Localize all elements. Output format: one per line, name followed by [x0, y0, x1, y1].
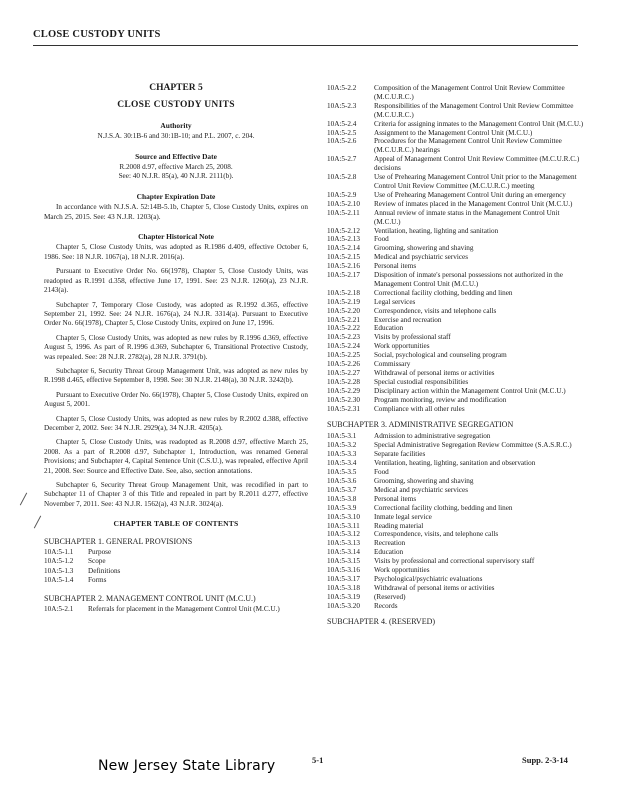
section-number: 10A:5-3.17	[327, 574, 360, 583]
section-number: 10A:5-3.15	[327, 557, 360, 566]
section-title: Procedures for the Management Control Unit Review Committee (M.C.U.R.C.) hearings	[374, 137, 562, 155]
section-title: Disposition of inmate's personal possessions not authorized in the Management Control Unit (M.C.U.)	[374, 271, 563, 288]
section-title: Food	[374, 468, 389, 477]
section-title: Special Administrative Segregation Review Committee (S.A.S.R.C.)	[374, 441, 572, 450]
subchapter-3-heading: SUBCHAPTER 3. ADMINISTRATIVE SEGREGATION	[327, 419, 514, 429]
section-title: Visits by professional and correctional supervisory staff	[374, 557, 535, 566]
toc-entry	[327, 477, 584, 486]
subchapter-2-list-continued	[327, 84, 584, 414]
section-title: Responsibilities of the Management Control Unit Review Committee (M.C.U.R.C.)	[374, 101, 574, 119]
section-number: 10A:5-2.29	[327, 386, 360, 395]
toc-entry	[327, 333, 584, 342]
section-number: 10A:5-2.13	[327, 235, 360, 244]
section-number: 10A:5-2.5	[327, 128, 357, 137]
toc-entry	[327, 459, 584, 468]
section-title: Purpose	[88, 548, 112, 557]
section-title: Special custodial responsibilities	[374, 377, 469, 386]
section-number: 10A:5-2.20	[327, 306, 360, 315]
section-number: 10A:5-3.14	[327, 548, 360, 557]
section-number: 10A:5-2.15	[327, 253, 360, 262]
chapter-title: CLOSE CUSTODY UNITS	[117, 100, 235, 111]
section-title: Referrals for placement in the Management Control Unit (M.C.U.)	[88, 605, 280, 614]
section-number: 10A:5-2.4	[327, 119, 357, 128]
toc-entry	[327, 84, 584, 102]
toc-entry	[327, 298, 584, 307]
history-paragraph: Pursuant to Executive Order No. 66(1978), Chapter 5, Close Custody Units, was readopted as R.1991 d.358, effective June 17, 1991. See: 23 N.J.R. 1260(a), 23 N.J.R. 2143(a).	[44, 267, 308, 295]
toc-entry	[327, 200, 584, 209]
toc-entry	[327, 235, 584, 244]
subchapter-2-list	[44, 605, 308, 614]
toc-heading: CHAPTER TABLE OF CONTENTS	[113, 519, 239, 529]
toc-entry	[327, 155, 584, 173]
toc-entry	[327, 173, 584, 191]
section-number: 10A:5-3.2	[327, 441, 357, 450]
section-title: Education	[374, 324, 404, 333]
section-title: Scope	[88, 557, 106, 566]
toc-entry	[327, 342, 584, 351]
toc-entry	[327, 405, 584, 414]
section-number: 10A:5-3.9	[327, 503, 357, 512]
section-number: 10A:5-2.17	[327, 271, 360, 280]
section-number: 10A:5-3.12	[327, 530, 360, 539]
running-head: CLOSE CUSTODY UNITS	[33, 29, 161, 40]
toc-entry	[327, 360, 584, 369]
section-number: 10A:5-2.2	[327, 84, 357, 92]
section-number: 10A:5-1.1	[44, 548, 74, 557]
toc-entry	[327, 253, 584, 262]
toc-entry	[327, 387, 584, 396]
section-number: 10A:5-2.6	[327, 137, 357, 146]
section-number: 10A:5-2.12	[327, 226, 360, 235]
section-number: 10A:5-3.4	[327, 459, 357, 468]
source-heading: Source and Effective Date	[135, 151, 217, 161]
toc-entry	[327, 441, 584, 450]
section-title: Disciplinary action within the Management Control Unit (M.C.U.)	[374, 386, 566, 395]
source-line: See: 40 N.J.R. 85(a), 40 N.J.R. 2111(b).	[118, 172, 234, 181]
section-number: 10A:5-2.22	[327, 324, 360, 333]
toc-entry	[327, 522, 584, 531]
toc-entry	[327, 378, 584, 387]
section-number: 10A:5-2.3	[327, 101, 357, 110]
section-title: Program monitoring, review and modification	[374, 395, 507, 404]
section-title: Medical and psychiatric services	[374, 485, 468, 494]
toc-entry	[327, 351, 584, 360]
left-column	[44, 84, 308, 614]
toc-entry	[327, 209, 584, 227]
section-title: Correctional facility clothing, bedding and linen	[374, 503, 513, 512]
section-title: Assignment to the Management Control Unit (M.C.U.)	[374, 128, 533, 137]
toc-entry	[327, 244, 584, 253]
section-title: Commissary	[374, 360, 411, 369]
expiration-heading: Chapter Expiration Date	[136, 191, 216, 201]
toc-entry	[327, 102, 584, 120]
toc-entry	[327, 396, 584, 405]
section-title: Withdrawal of personal items or activities	[374, 369, 495, 377]
section-title: Forms	[88, 576, 107, 585]
section-number: 10A:5-2.31	[327, 404, 360, 413]
toc-entry	[327, 227, 584, 236]
authority-text: N.J.S.A. 30:1B-6 and 30:1B-10; and P.L. 2007, c. 204.	[97, 132, 255, 141]
margin-mark	[20, 493, 27, 506]
section-title: Definitions	[88, 566, 121, 575]
section-title: Use of Prehearing Management Control Unit during an emergency	[374, 190, 566, 199]
section-title: Use of Prehearing Management Control Unit prior to the Management Control Unit Review Committee (M.C.U.R.C.) meeting	[374, 173, 577, 190]
toc-entry	[327, 602, 584, 611]
section-number: 10A:5-3.18	[327, 583, 360, 592]
history-paragraph: Chapter 5, Close Custody Units, was adopted as R.1986 d.409, effective October 6, 1986. See: 18 N.J.R. 1067(a), 18 N.J.R. 2016(a).	[44, 243, 308, 261]
toc-entry	[327, 566, 584, 575]
section-number: 10A:5-2.23	[327, 333, 360, 342]
history-paragraph: Chapter 5, Close Custody Units, was adopted as new rules by R.1996 d.369, effective August 5, 1996. As part of R.1996 d.369, Subchapter 6, Transitional Protective Custody, was repealed. See: 28 N.J.R. 2782(a), 28 N.J.R. 3791(b).	[44, 333, 308, 361]
toc-entry	[327, 584, 584, 593]
toc-entry	[327, 137, 584, 155]
section-number: 10A:5-2.24	[327, 342, 360, 351]
section-title: Personal items	[374, 494, 417, 503]
toc-entry	[44, 548, 308, 557]
section-title: Ventilation, heating, lighting and sanitation	[374, 226, 499, 235]
toc-entry	[327, 324, 584, 333]
section-title: Correspondence, visits and telephone calls	[374, 306, 497, 315]
section-number: 10A:5-1.4	[44, 576, 74, 585]
section-number: 10A:5-3.20	[327, 601, 360, 610]
section-title: Withdrawal of personal items or activities	[374, 583, 495, 592]
section-number: 10A:5-3.16	[327, 566, 360, 575]
history-paragraph: Chapter 5, Close Custody Units, was adopted as new rules by R.2002 d.388, effective December 2, 2002. See: 34 N.J.R. 2929(a), 34 N.J.R. 4205(a).	[44, 414, 308, 432]
section-number: 10A:5-2.30	[327, 395, 360, 404]
section-number: 10A:5-3.5	[327, 468, 357, 477]
section-number: 10A:5-2.26	[327, 360, 360, 369]
section-number: 10A:5-2.21	[327, 315, 360, 324]
section-title: Food	[374, 235, 389, 244]
section-number: 10A:5-2.16	[327, 262, 360, 271]
supplement-date: Supp. 2-3-14	[522, 755, 568, 765]
source-line: R.2008 d.97, effective March 25, 2008.	[119, 163, 233, 172]
subchapter-1-heading: SUBCHAPTER 1. GENERAL PROVISIONS	[44, 536, 193, 546]
section-number: 10A:5-2.11	[327, 208, 360, 217]
toc-entry	[327, 504, 584, 513]
toc-entry	[327, 593, 584, 602]
section-title: Social, psychological and counseling program	[374, 351, 507, 360]
section-number: 10A:5-2.19	[327, 297, 360, 306]
section-number: 10A:5-3.19	[327, 592, 360, 601]
section-title: Medical and psychiatric services	[374, 253, 468, 262]
section-number: 10A:5-2.9	[327, 190, 357, 199]
section-title: Personal items	[374, 262, 417, 271]
toc-entry	[327, 316, 584, 325]
section-title: Correctional facility clothing, bedding and linen	[374, 288, 513, 297]
toc-entry	[327, 450, 584, 459]
section-number: 10A:5-3.13	[327, 539, 360, 548]
section-title: Grooming, showering and shaving	[374, 476, 474, 485]
toc-entry	[327, 271, 584, 289]
subchapter-2-heading: SUBCHAPTER 2. MANAGEMENT CONTROL UNIT (M.C.U.)	[44, 593, 256, 603]
section-title: Recreation	[374, 539, 406, 548]
section-title: Correspondence, visits, and telephone calls	[374, 530, 499, 539]
section-title: Ventilation, heating, lighting, sanitation and observation	[374, 459, 536, 468]
section-title: Education	[374, 548, 404, 557]
chapter-label: CHAPTER 5	[149, 83, 203, 93]
section-title: Reading material	[374, 521, 424, 530]
subchapter-4-heading: SUBCHAPTER 4. (RESERVED)	[327, 616, 436, 626]
section-number: 10A:5-2.10	[327, 199, 360, 208]
toc-entry	[327, 120, 584, 129]
section-title: Appeal of Management Control Unit Review Committee (M.C.U.R.C.) decisions	[374, 155, 580, 173]
section-number: 10A:5-3.11	[327, 521, 360, 530]
section-title: Compliance with all other rules	[374, 404, 465, 413]
expiration-text: In accordance with N.J.S.A. 52:14B-5.1b, Chapter 5, Close Custody Units, expires on March 25, 2015. See: 43 N.J.R. 1203(a).	[44, 203, 308, 221]
section-title: Grooming, showering and shaving	[374, 244, 474, 253]
toc-entry	[327, 191, 584, 200]
section-number: 10A:5-2.18	[327, 288, 360, 297]
toc-entry	[327, 262, 584, 271]
section-number: 10A:5-3.8	[327, 494, 357, 503]
section-number: 10A:5-2.27	[327, 369, 360, 377]
section-title: Review of inmates placed in the Management Control Unit (M.C.U.)	[374, 199, 573, 208]
toc-entry	[327, 129, 584, 138]
section-number: 10A:5-3.3	[327, 450, 357, 459]
subchapter-1-list	[44, 548, 308, 586]
page-number: 5-1	[312, 755, 324, 765]
history-paragraph: Subchapter 6, Security Threat Group Management Unit, was recodified in part to Subchapter 11 of Chapter 3 of this Title and repealed in part by R.2011 d.277, effective November 7, 2011. See: 43 N.J.R. 1562(a), 43 N.J.R. 3024(a).	[44, 481, 308, 508]
section-title: Annual review of inmate status in the Management Control Unit (M.C.U.)	[374, 208, 560, 226]
toc-entry	[327, 557, 584, 566]
toc-entry	[44, 567, 308, 576]
subchapter-3-list	[327, 432, 584, 610]
toc-entry	[327, 530, 584, 539]
section-title: Separate facilities	[374, 450, 426, 459]
section-title: Composition of the Management Control Unit Review Committee (M.C.U.R.C.)	[374, 84, 565, 101]
toc-entry	[327, 495, 584, 504]
section-number: 10A:5-1.3	[44, 566, 74, 575]
toc-entry	[327, 432, 584, 441]
toc-entry	[44, 557, 308, 566]
section-title: Psychological/psychiatric evaluations	[374, 574, 483, 583]
toc-entry	[327, 539, 584, 548]
section-title: Records	[374, 601, 398, 610]
toc-entry	[327, 575, 584, 584]
section-title: (Reserved)	[374, 592, 406, 601]
section-title: Inmate legal service	[374, 512, 432, 521]
toc-entry	[44, 605, 308, 614]
toc-entry	[44, 576, 308, 585]
section-number: 10A:5-2.8	[327, 173, 357, 182]
section-title: Criteria for assigning inmates to the Management Control Unit (M.C.U.)	[374, 119, 584, 128]
section-number: 10A:5-2.28	[327, 377, 360, 386]
section-title: Work opportunities	[374, 342, 430, 351]
section-number: 10A:5-2.1	[44, 605, 74, 614]
authority-heading: Authority	[160, 120, 192, 130]
section-number: 10A:5-1.2	[44, 557, 74, 566]
section-number: 10A:5-2.7	[327, 155, 357, 164]
toc-entry	[327, 307, 584, 316]
history-heading: Chapter Historical Note	[138, 232, 214, 242]
toc-entry	[327, 369, 584, 378]
right-column	[327, 84, 584, 629]
section-title: Work opportunities	[374, 566, 430, 575]
toc-entry	[327, 468, 584, 477]
section-number: 10A:5-3.10	[327, 512, 360, 521]
section-number: 10A:5-3.7	[327, 485, 357, 494]
history-paragraph: Subchapter 7, Temporary Close Custody, was adopted as R.1992 d.365, effective September 21, 1992. See: 24 N.J.R. 1676(a), 24 N.J.R. 3314(a). Pursuant to Executive Order No. 66(1978), Chapter 5, Close Custody Units, expired on June 17, 1996.	[44, 300, 308, 328]
header-rule	[33, 45, 578, 46]
library-watermark: New Jersey State Library	[98, 758, 276, 774]
toc-entry	[327, 289, 584, 298]
history-paragraph: Chapter 5, Close Custody Units, was readopted as R.2008 d.97, effective March 25, 2008. As a part of R.2008 d.97, Subchapter 1, Introduction, was renamed General Provisions; and Subchapter 4, Capital Sentence Unit (C.S.U.), was repealed, effective April 21, 2008. See: Source and Effective Date. See, also, section annotations.	[44, 438, 308, 475]
margin-mark	[34, 516, 41, 529]
section-number: 10A:5-2.14	[327, 244, 360, 253]
history-paragraph: Pursuant to Executive Order No. 66(1978), Chapter 5, Close Custody Units, expired on August 5, 2001.	[44, 390, 308, 409]
toc-entry	[327, 513, 584, 522]
toc-entry	[327, 486, 584, 495]
section-number: 10A:5-3.1	[327, 432, 357, 441]
section-title: Admission to administrative segregation	[374, 432, 491, 441]
section-title: Legal services	[374, 297, 416, 306]
section-number: 10A:5-2.25	[327, 351, 360, 360]
section-title: Visits by professional staff	[374, 333, 451, 342]
section-title: Exercise and recreation	[374, 315, 442, 324]
toc-entry	[327, 548, 584, 557]
section-number: 10A:5-3.6	[327, 476, 357, 485]
history-paragraph: Subchapter 6, Security Threat Group Management Unit, was adopted as new rules by R.1998 d.465, effective September 8, 1998. See: 30 N.J.R. 2148(a), 30 N.J.R. 3242(b).	[44, 366, 308, 385]
